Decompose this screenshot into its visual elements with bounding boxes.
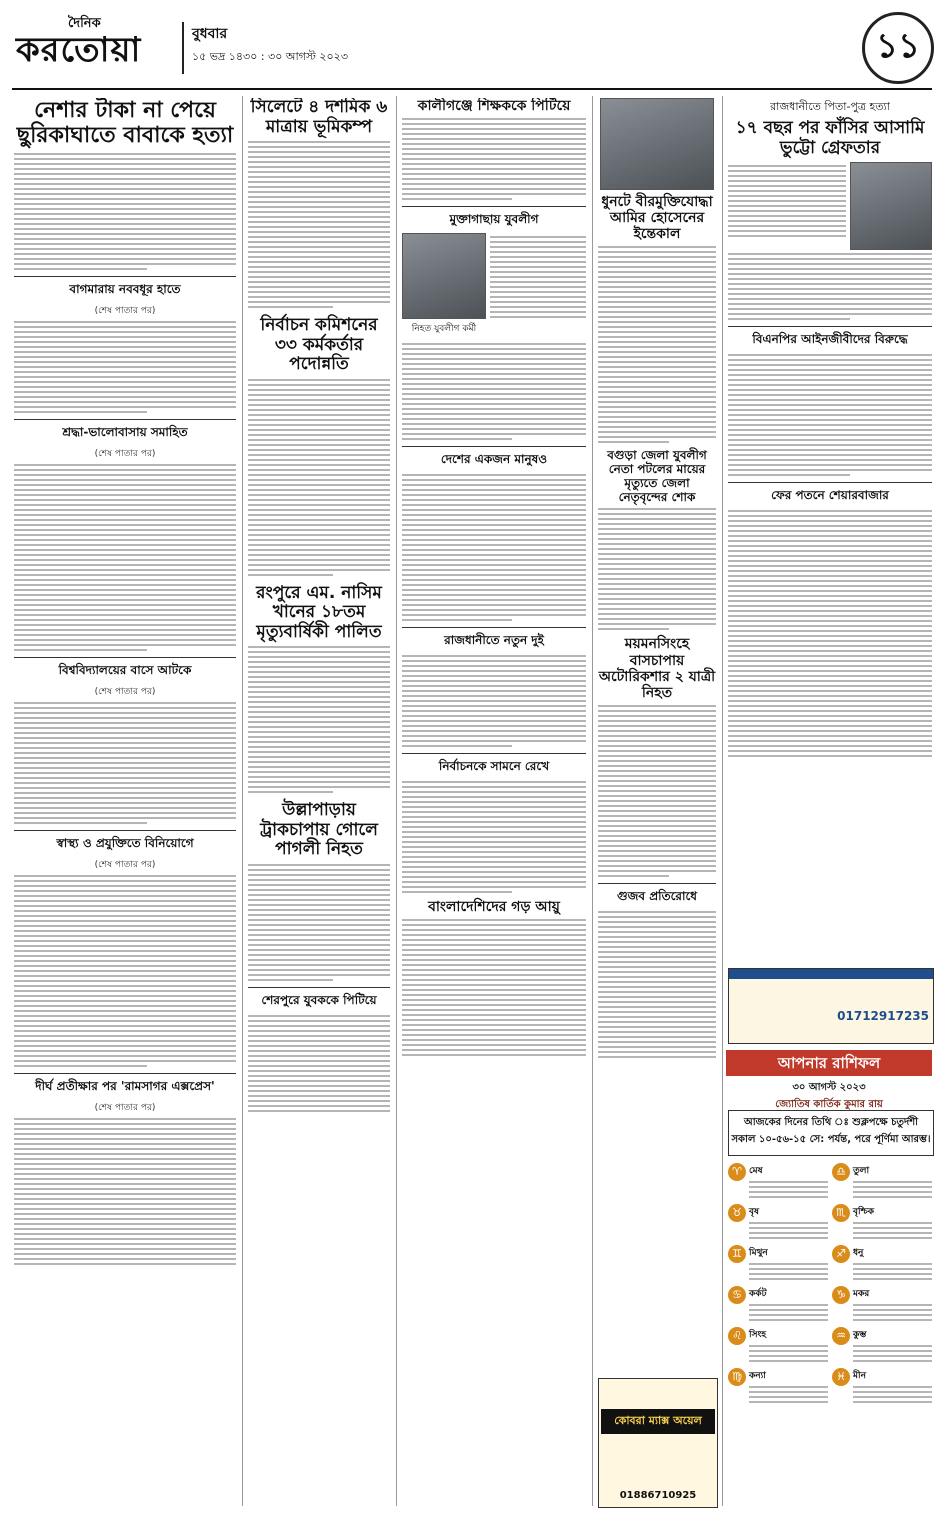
astrologer-name: জ্যোতিষ কার্তিক কুমার রায়: [775, 1099, 883, 1110]
article-body: [248, 1015, 390, 1112]
article-body: [402, 781, 586, 893]
column-3: [402, 98, 586, 1508]
article-body: [248, 646, 390, 793]
continued-note: (শেষ পাতার পর): [94, 686, 156, 697]
column-1: [14, 98, 236, 1508]
headline-ec-promotion: নির্বাচন কমিশনের ৩৩ কর্মকর্তার পদোন্নতি: [260, 315, 378, 375]
ad-phone: 01886710925: [619, 1490, 697, 1501]
jubo-league-photo: [402, 233, 486, 319]
article-body: [14, 321, 236, 413]
article-body: [728, 354, 932, 476]
article-body: [598, 508, 716, 630]
article-body: [248, 141, 390, 308]
photo-caption: নিহত যুবলীগ কর্মী: [411, 324, 477, 335]
cancer-icon: ♋: [728, 1286, 746, 1304]
sign-name: কন্যা: [749, 1371, 766, 1381]
article-body: [14, 875, 236, 1067]
tithi-time: সকাল ১০-৫৬-১৫ সে: পর্যন্ত, পরে পূর্ণিমা আরম্ভ।: [731, 1134, 931, 1145]
sign-name: বৃষ: [749, 1207, 759, 1217]
story-heading: স্বাস্থ্য ও প্রযুক্তিতে বিনিয়োগে: [14, 830, 236, 855]
story-heading: বিশ্ববিদ্যালয়ের বাসে আটকে: [14, 657, 236, 682]
advertisement-oil: [598, 1378, 718, 1508]
headline-life-expectancy: বাংলাদেশিদের গড় আয়ু: [428, 899, 560, 916]
column-4: [598, 98, 716, 1508]
freedom-fighter-photo: [600, 98, 714, 190]
article-body: [728, 253, 932, 320]
story-heading: বাগমারায় নববধূর হাতে: [14, 276, 236, 301]
story-heading: বিএনপির আইনজীবীদের বিরুদ্ধে: [728, 326, 932, 351]
sign-name: তুলা: [853, 1166, 870, 1176]
libra-icon: ♎: [832, 1163, 850, 1181]
page-number: ১১: [862, 12, 934, 84]
column-separator: [592, 96, 593, 1506]
article-body: [598, 911, 716, 1058]
article-body: [728, 510, 932, 757]
column-separator: [396, 96, 397, 1506]
pisces-icon: ♓: [832, 1368, 850, 1386]
headline-truck-accident: উল্লাপাড়ায় ট্রাকচাপায় গোলে পাগলী নিহত: [260, 800, 378, 860]
newspaper-logo: [16, 14, 174, 76]
article-body: [728, 162, 846, 250]
horoscope-title: আপনার রাশিফল: [726, 1050, 932, 1076]
article-body: [248, 864, 390, 981]
capricorn-icon: ♑: [832, 1286, 850, 1304]
story-heading: দীর্ঘ প্রতীক্ষার পর 'রামসাগর এক্সপ্রেস': [14, 1073, 236, 1098]
sign-name: কর্কট: [749, 1289, 767, 1299]
headline-condolence: বগুড়া জেলা যুবলীগ নেতা পটলের মায়ের মৃত্যুতে জেলা নেতৃবৃন্দের শোক: [607, 448, 707, 504]
story-heading: ফের পতনে শেয়ারবাজার: [728, 482, 932, 507]
sign-name: বৃশ্চিক: [853, 1207, 875, 1217]
sign-name: সিংহ: [749, 1330, 767, 1340]
accused-photo: [850, 162, 932, 250]
sign-name: মিথুন: [749, 1248, 768, 1258]
aries-icon: ♈: [728, 1163, 746, 1181]
aquarius-icon: ♒: [832, 1327, 850, 1345]
article-body: [14, 1118, 236, 1265]
column-2: [248, 98, 390, 1508]
issue-day: বুধবার: [192, 26, 228, 42]
article-body: [490, 233, 586, 340]
sign-name: মীন: [853, 1371, 866, 1381]
scorpio-icon: ♏: [832, 1204, 850, 1222]
story-heading: দেশের একজন মানুষও: [402, 446, 586, 471]
article-body: [402, 919, 586, 1056]
horoscope-right: [832, 1160, 932, 1506]
continued-note: (শেষ পাতার পর): [94, 859, 156, 870]
column-separator: [722, 96, 723, 1506]
tithi-box: [728, 1110, 934, 1156]
ad-title: কোবরা ম্যাক্স অয়েল: [601, 1409, 715, 1434]
logo-big-text: করতোয়া: [16, 30, 142, 70]
story-heading: শেরপুরে যুবককে পিটিয়ে: [248, 987, 390, 1012]
headline-teacher-beaten: কালীগঞ্জে শিক্ষককে পিটিয়ে: [417, 98, 571, 114]
story-heading: নির্বাচনকে সামনে রেখে: [402, 753, 586, 778]
headline-death-anniversary: রংপুরে এম. নাসিম খানের ১৮তম মৃত্যুবার্ষিকী পালিত: [256, 582, 382, 642]
sagittarius-icon: ♐: [832, 1245, 850, 1263]
headline-bus-accident: ময়মনসিংহে বাসচাপায় অটোরিকশার ২ যাত্রী নিহত: [598, 636, 716, 701]
ad-phone: 01712917235: [837, 1009, 929, 1023]
masthead-divider: [182, 22, 184, 74]
column-5: [728, 98, 932, 1044]
tithi-title: আজকের দিনের তিথি ঃ শুক্লপক্ষে চতুর্দশী: [743, 1117, 919, 1128]
continued-note: (শেষ পাতার পর): [94, 305, 156, 316]
article-body: [248, 379, 390, 576]
sign-name: ধনু: [853, 1248, 864, 1258]
taurus-icon: ♉: [728, 1204, 746, 1222]
story-heading: মুক্তাগাছায় যুবলীগ: [402, 206, 586, 231]
sign-name: মেষ: [749, 1166, 763, 1176]
masthead: [0, 0, 945, 88]
story-heading: গুজব প্রতিরোধে: [598, 883, 716, 908]
issue-date: ১৫ ভদ্র ১৪৩০ : ৩০ আগস্ট ২০২৩: [192, 50, 348, 63]
logo-small-text: দৈনিক: [68, 16, 101, 31]
continued-note: (শেষ পাতার পর): [94, 1102, 156, 1113]
headline-arrest: ১৭ বছর পর ফাঁসির আসামি ভুট্টো গ্রেফতার: [735, 118, 925, 158]
story-heading: রাজধানীতে নতুন দুই: [402, 627, 586, 652]
continued-note: (শেষ পাতার পর): [94, 448, 156, 459]
masthead-rule: [12, 88, 932, 90]
advertisement-clinic: [728, 968, 934, 1044]
horoscope-left: [728, 1160, 828, 1506]
article-body: [598, 705, 716, 877]
headline-earthquake: সিলেটে ৪ দশমিক ৬ মাত্রায় ভূমিকম্প: [250, 98, 388, 137]
article-body: [402, 655, 586, 747]
sign-name: কুম্ভ: [853, 1330, 867, 1340]
virgo-icon: ♍: [728, 1368, 746, 1386]
article-body: [14, 702, 236, 824]
article-body: [14, 464, 236, 651]
column-separator: [242, 96, 243, 1506]
headline-freedom-fighter-death: ধুনটে বীরমুক্তিযোদ্ধা আমির হোসেনের ইন্তেকাল: [601, 194, 713, 243]
kicker: রাজধানীতে পিতা-পুত্র হত্যা: [770, 100, 890, 113]
horoscope-date: ৩০ আগস্ট ২০২৩: [792, 1082, 866, 1093]
story-heading: শ্রদ্ধা-ভালোবাসায় সমাহিত: [14, 419, 236, 444]
gemini-icon: ♊: [728, 1245, 746, 1263]
article-body: [402, 118, 586, 200]
headline-knife-murder: নেশার টাকা না পেয়ে ছুরিকাঘাতে বাবাকে হত্যা: [16, 98, 234, 149]
horoscope-header: [726, 1080, 932, 1114]
sign-name: মকর: [853, 1289, 870, 1299]
article-body: [14, 153, 236, 270]
article-body: [598, 246, 716, 443]
article-body: [402, 343, 586, 440]
leo-icon: ♌: [728, 1327, 746, 1345]
article-body: [402, 474, 586, 621]
